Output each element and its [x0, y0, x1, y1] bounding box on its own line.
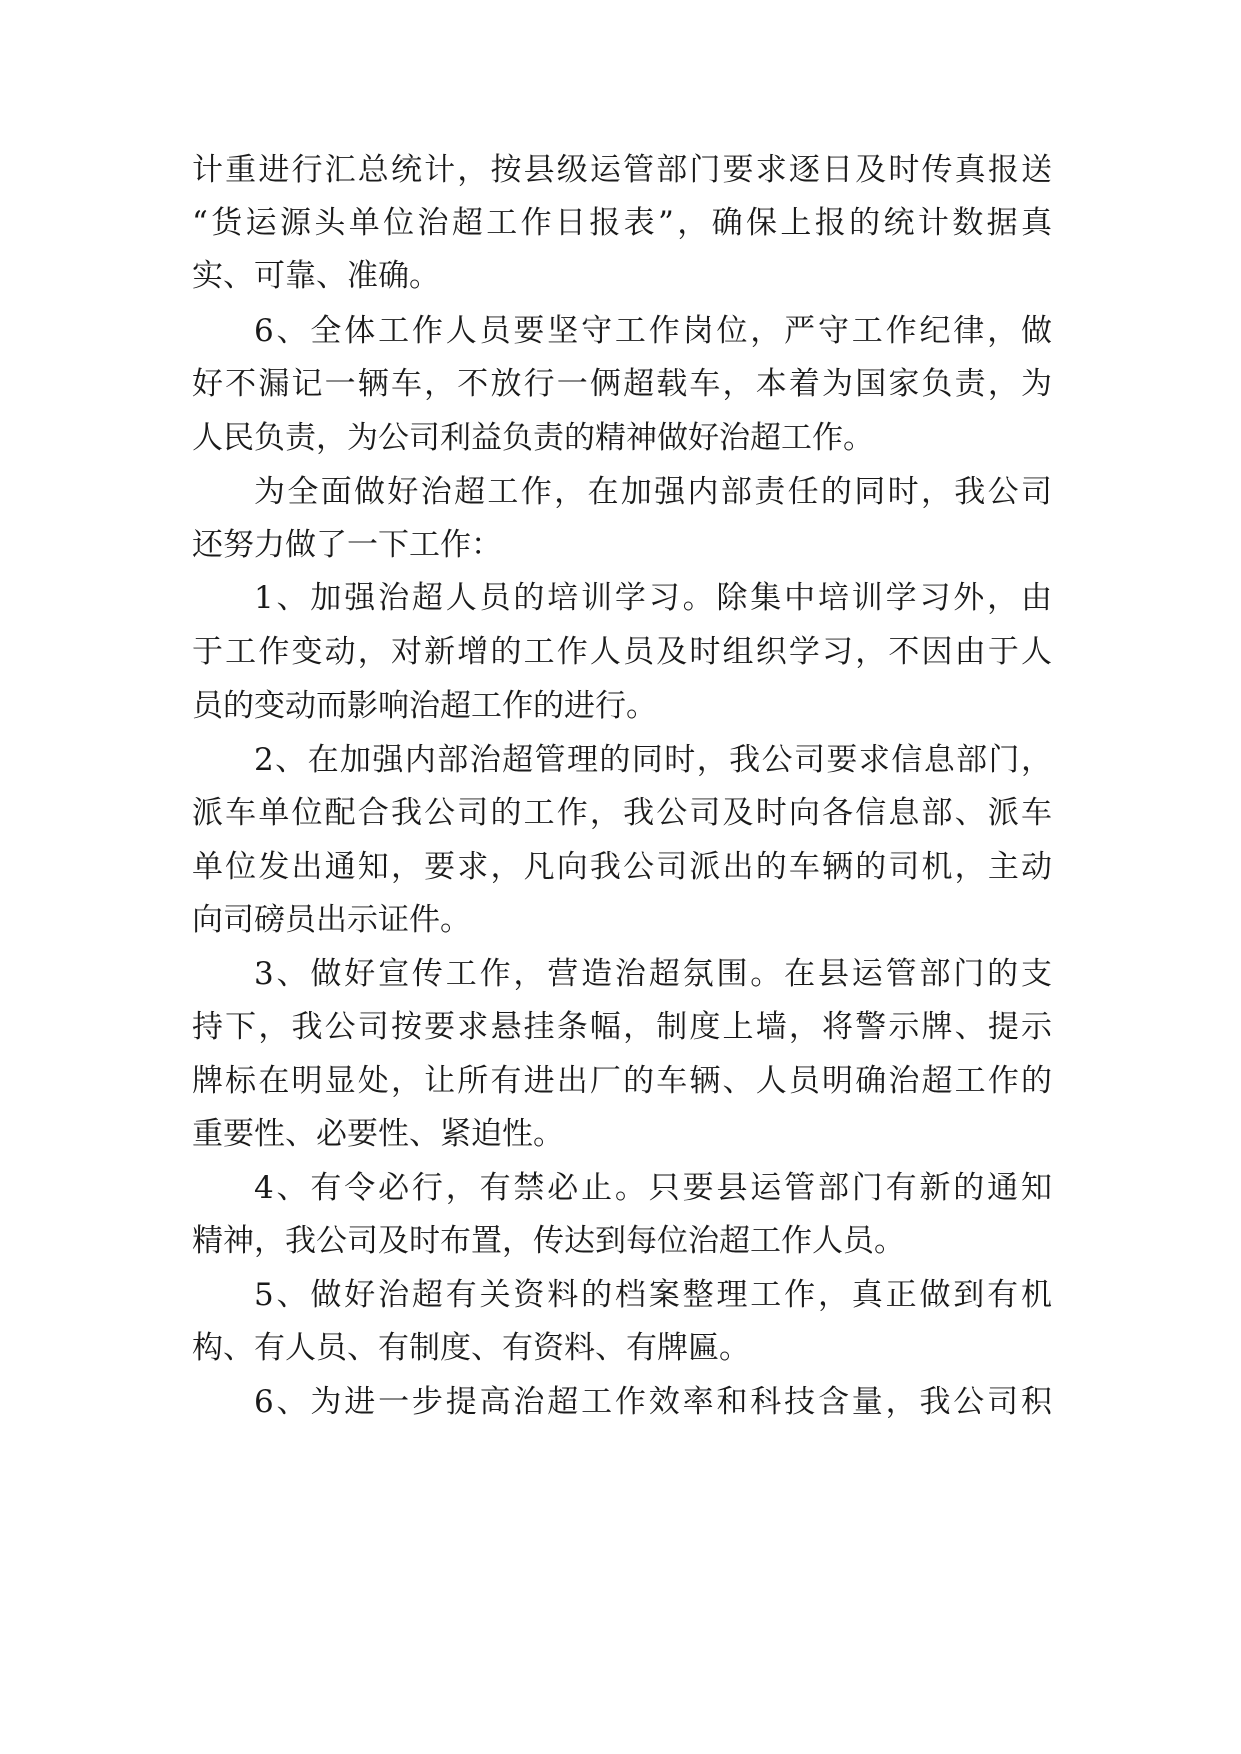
paragraph-start-line: 3、做好宣传工作，营造治超氛围。在县运管部门的支 — [254, 956, 1052, 992]
paragraph-start-line: 2、在加强内部治超管理的同时，我公司要求信息部门， — [254, 742, 1052, 778]
text-line: 单位发出通知，要求，凡向我公司派出的车辆的司机，主动 — [192, 849, 1052, 885]
text-line: 好不漏记一辆车，不放行一俩超载车，本着为国家负责，为 — [192, 366, 1052, 402]
text-line: 重要性、必要性、紧迫性。 — [192, 1116, 564, 1152]
paragraph-start-line: 5、做好治超有关资料的档案整理工作，真正做到有机 — [254, 1277, 1052, 1313]
text-line: 实、可靠、准确。 — [192, 258, 440, 294]
paragraph-start-line: 为全面做好治超工作，在加强内部责任的同时，我公司 — [254, 474, 1052, 510]
text-line: 计重进行汇总统计，按县级运管部门要求逐日及时传真报送 — [192, 152, 1052, 188]
paragraph-start-line: 6、全体工作人员要坚守工作岗位，严守工作纪律，做 — [254, 313, 1052, 349]
text-line: 向司磅员出示证件。 — [192, 902, 471, 938]
text-line: 构、有人员、有制度、有资料、有牌匾。 — [192, 1330, 750, 1366]
paragraph-start-line: 1、加强治超人员的培训学习。除集中培训学习外，由 — [254, 580, 1052, 616]
text-line: 牌标在明显处，让所有进出厂的车辆、人员明确治超工作的 — [192, 1063, 1052, 1099]
text-line: 派车单位配合我公司的工作，我公司及时向各信息部、派车 — [192, 795, 1052, 831]
text-line: “货运源头单位治超工作日报表”，确保上报的统计数据真 — [192, 205, 1052, 241]
text-line: 持下，我公司按要求悬挂条幅，制度上墙，将警示牌、提示 — [192, 1009, 1052, 1045]
text-line: 于工作变动，对新增的工作人员及时组织学习，不因由于人 — [192, 634, 1052, 670]
text-line: 还努力做了一下工作： — [192, 527, 502, 563]
text-line: 人民负责，为公司利益负责的精神做好治超工作。 — [192, 420, 874, 456]
text-line: 员的变动而影响治超工作的进行。 — [192, 688, 657, 724]
paragraph-start-line: 6、为进一步提高治超工作效率和科技含量，我公司积 — [254, 1384, 1052, 1420]
paragraph-start-line: 4、有令必行，有禁必止。只要县运管部门有新的通知 — [254, 1170, 1052, 1206]
text-line: 精神，我公司及时布置，传达到每位治超工作人员。 — [192, 1223, 905, 1259]
